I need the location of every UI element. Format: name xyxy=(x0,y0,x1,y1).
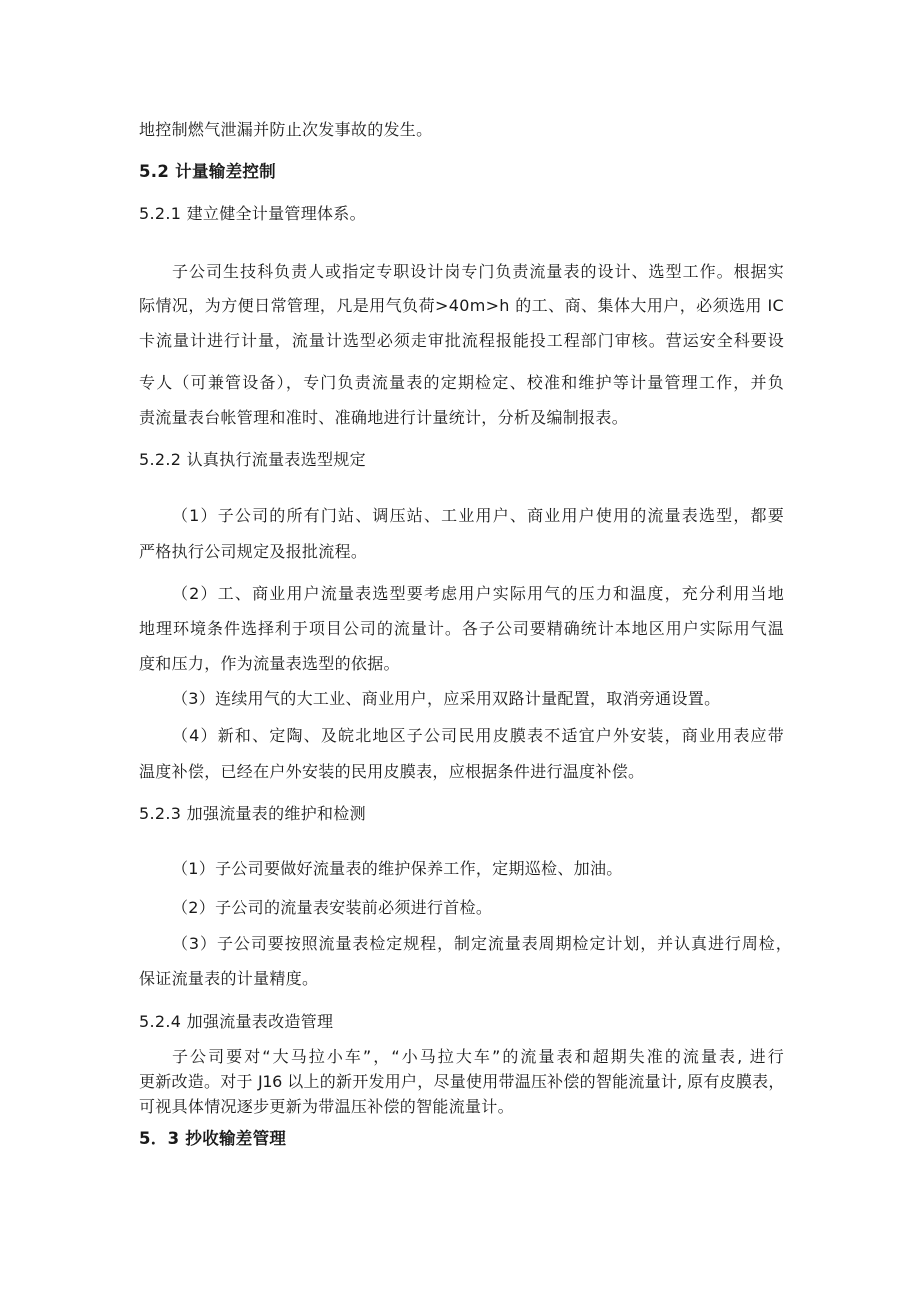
subsection-heading-5-2-1: 5.2.1 建立健全计量管理体系。 xyxy=(139,204,366,223)
list-item-line: 地理环境条件选择利于项目公司的流量计。各子公司要精确统计本地区用户实际用气温 xyxy=(139,619,784,638)
list-item-line: （2）子公司的流量表安装前必须进行首检。 xyxy=(172,898,493,917)
list-item-line: （3）子公司要按照流量表检定规程，制定流量表周期检定计划，并认真进行周检， xyxy=(172,934,792,953)
paragraph-line: 际情况，为方便日常管理，凡是用气负荷>40m>h 的工、商、集体大用户，必须选用 IC xyxy=(139,296,784,315)
paragraph-line: 专人（可兼管设备），专门负责流量表的定期检定、校准和维护等计量管理工作，并负 xyxy=(139,373,784,392)
paragraph-line: 责流量表台帐管理和准时、准确地进行计量统计，分析及编制报表。 xyxy=(139,408,629,427)
section-heading-5-3: 5．3 抄收输差管理 xyxy=(139,1129,287,1148)
paragraph-line: 子公司生技科负责人或指定专职设计岗专门负责流量表的设计、选型工作。根据实 xyxy=(172,262,784,281)
paragraph-line: 卡流量计进行计量，流量计选型必须走审批流程报能投工程部门审核。营运安全科要设 xyxy=(139,331,784,350)
list-item-line: 严格执行公司规定及报批流程。 xyxy=(139,542,368,561)
section-heading-5-2: 5.2 计量输差控制 xyxy=(139,162,276,181)
list-item-line: （2）工、商业用户流量表选型要考虑用户实际用气的压力和温度，充分利用当地 xyxy=(172,584,784,603)
paragraph-line: 更新改造。对于 J16 以上的新开发用户，尽量使用带温压补偿的智能流量计, 原有皮膜表， xyxy=(139,1072,784,1091)
list-item-line: 保证流量表的计量精度。 xyxy=(139,969,319,988)
paragraph-line: 子公司要对“大马拉小车”，“小马拉大车”的流量表和超期失准的流量表, 进行 xyxy=(172,1047,784,1066)
list-item-line: 温度补偿，已经在户外安装的民用皮膜表，应根据条件进行温度补偿。 xyxy=(139,762,645,781)
subsection-heading-5-2-3: 5.2.3 加强流量表的维护和检测 xyxy=(139,804,366,823)
paragraph-line: 可视具体情况逐步更新为带温压补偿的智能流量计。 xyxy=(139,1097,514,1116)
list-item-line: （1）子公司的所有门站、调压站、工业用户、商业用户使用的流量表选型，都要 xyxy=(172,506,784,525)
list-item-line: （3）连续用气的大工业、商业用户，应采用双路计量配置，取消旁通设置。 xyxy=(172,689,721,708)
list-item-line: （1）子公司要做好流量表的维护保养工作，定期巡检、加油。 xyxy=(172,859,623,878)
subsection-heading-5-2-2: 5.2.2 认真执行流量表选型规定 xyxy=(139,450,366,469)
subsection-heading-5-2-4: 5.2.4 加强流量表改造管理 xyxy=(139,1012,334,1031)
list-item-line: （4）新和、定陶、及皖北地区子公司民用皮膜表不适宜户外安装，商业用表应带 xyxy=(172,726,784,745)
paragraph-line: 地控制燃气泄漏并防止次发事故的发生。 xyxy=(139,120,433,139)
list-item-line: 度和压力，作为流量表选型的依据。 xyxy=(139,654,400,673)
